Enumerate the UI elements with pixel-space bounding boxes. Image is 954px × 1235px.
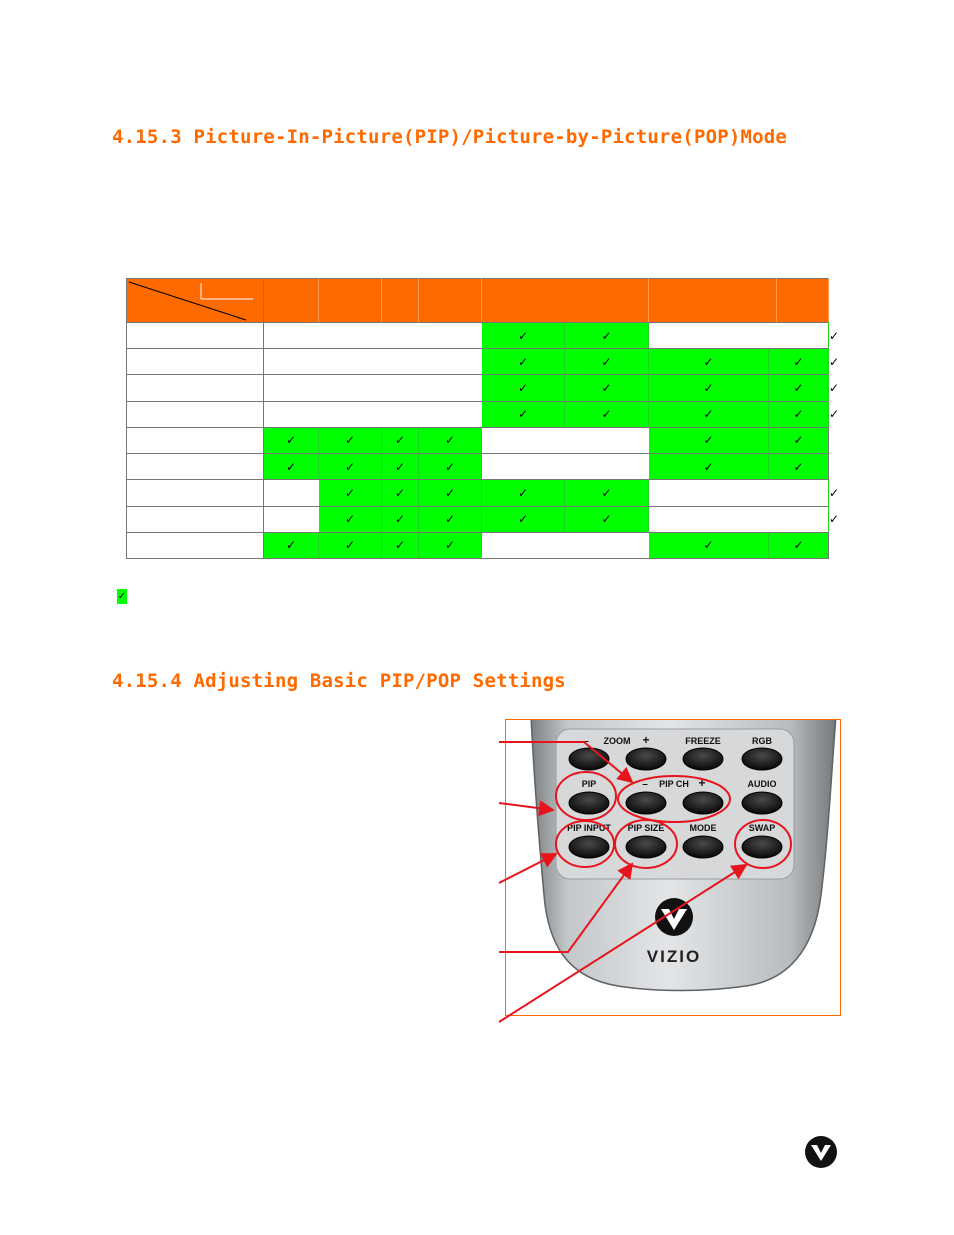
swap-label: SWAP <box>748 823 776 833</box>
check-mark-icon: ✓ <box>517 512 529 527</box>
empty-cell <box>382 323 419 349</box>
check-mark-icon: ✓ <box>601 485 612 500</box>
check-mark-icon: ✓ <box>703 407 714 422</box>
check-cell <box>649 375 769 401</box>
pip-input-label: PIP INPUT <box>567 823 611 833</box>
table-row <box>127 375 829 401</box>
check-cell <box>565 323 649 349</box>
check-cell <box>565 480 649 506</box>
check-mark-icon: ✓ <box>829 354 840 369</box>
empty-cell <box>769 506 829 532</box>
empty-cell <box>382 401 419 427</box>
check-mark-icon: ✓ <box>793 538 804 553</box>
table-row <box>127 506 829 532</box>
table-row <box>127 532 829 558</box>
check-mark-icon: ✓ <box>285 459 297 474</box>
check-mark-icon: ✓ <box>703 538 714 553</box>
table-header-cell <box>482 279 649 323</box>
row-label-cell <box>127 401 264 427</box>
check-cell <box>565 506 649 532</box>
zoom-minus-label: – <box>583 736 589 747</box>
empty-cell <box>319 375 382 401</box>
table-row <box>127 427 829 453</box>
rgb-label: RGB <box>752 736 772 746</box>
row-label-cell <box>127 480 264 506</box>
check-mark-icon: ✓ <box>793 354 804 369</box>
empty-cell <box>482 454 565 480</box>
zoom-plus-label: + <box>642 733 650 747</box>
empty-cell <box>319 323 382 349</box>
check-mark-icon: ✓ <box>601 407 612 422</box>
check-mark-icon: ✓ <box>444 538 456 553</box>
check-cell <box>769 401 829 427</box>
check-mark-icon: ✓ <box>829 381 840 396</box>
check-mark-icon: ✓ <box>344 433 356 448</box>
row-label-cell <box>127 323 264 349</box>
section-heading-pip-pop-mode: 4.15.3 Picture-In-Picture(PIP)/Picture-by-Picture(POP)Mode <box>112 126 788 148</box>
check-mark-icon: ✓ <box>829 512 840 527</box>
check-cell <box>769 349 829 375</box>
check-mark-icon: ✓ <box>829 407 840 422</box>
check-cell <box>565 401 649 427</box>
check-cell <box>319 480 382 506</box>
row-label-cell <box>127 375 264 401</box>
legend-check-swatch: ✓ <box>117 591 127 602</box>
empty-cell <box>565 454 649 480</box>
freeze-label: FREEZE <box>685 736 721 746</box>
check-cell <box>769 427 829 453</box>
table-header-cell <box>382 279 419 323</box>
table-corner-cell <box>127 279 264 323</box>
pip-compatibility-table <box>126 278 840 559</box>
check-mark-icon: ✓ <box>703 381 714 396</box>
check-cell <box>649 532 769 558</box>
check-cell <box>264 427 319 453</box>
vizio-wordmark: VIZIO <box>646 947 702 966</box>
check-mark-icon: ✓ <box>344 459 356 474</box>
pip-size-label: PIP SIZE <box>627 823 665 833</box>
check-cell <box>382 480 419 506</box>
check-mark-icon: ✓ <box>394 433 406 448</box>
empty-cell <box>565 427 649 453</box>
check-cell <box>482 480 565 506</box>
check-mark-icon: ✓ <box>444 512 456 527</box>
table-row <box>127 454 829 480</box>
check-mark-icon: ✓ <box>344 538 356 553</box>
empty-cell <box>264 401 319 427</box>
empty-cell <box>419 349 482 375</box>
check-cell <box>319 506 382 532</box>
row-label-cell <box>127 349 264 375</box>
table-row <box>127 480 829 506</box>
check-mark-icon: ✓ <box>601 512 612 527</box>
audio-label: AUDIO <box>747 779 777 789</box>
empty-cell <box>649 480 769 506</box>
empty-cell <box>264 506 319 532</box>
table-header-cell <box>649 279 777 323</box>
check-cell <box>319 427 382 453</box>
row-label-cell <box>127 532 264 558</box>
pip-ch-minus-button[interactable] <box>626 792 666 814</box>
empty-cell <box>319 401 382 427</box>
vizio-footer-logo <box>805 1136 837 1168</box>
pip-ch-minus-label: – <box>642 779 648 790</box>
rgb-button[interactable] <box>742 748 782 770</box>
empty-cell <box>419 323 482 349</box>
check-cell <box>319 454 382 480</box>
check-cell <box>382 532 419 558</box>
empty-cell <box>649 323 769 349</box>
table-header-cell <box>419 279 482 323</box>
check-mark-icon: ✓ <box>793 433 804 448</box>
check-cell <box>382 454 419 480</box>
zoom-label: ZOOM <box>603 736 631 746</box>
check-mark-icon: ✓ <box>793 381 804 396</box>
zoom-plus-button[interactable] <box>626 748 666 770</box>
check-cell <box>649 401 769 427</box>
check-cell <box>565 349 649 375</box>
empty-cell <box>264 323 319 349</box>
check-mark-icon: ✓ <box>394 512 406 527</box>
check-cell <box>319 532 382 558</box>
check-mark-icon: ✓ <box>517 381 529 396</box>
row-label-cell <box>127 454 264 480</box>
table-row <box>127 401 829 427</box>
check-mark-icon: ✓ <box>793 407 804 422</box>
check-cell <box>264 532 319 558</box>
diagonal-divider <box>127 279 262 322</box>
check-cell <box>769 375 829 401</box>
empty-cell <box>482 427 565 453</box>
zoom-minus-button[interactable] <box>569 748 609 770</box>
check-cell <box>482 375 565 401</box>
empty-cell <box>382 375 419 401</box>
check-mark-icon: ✓ <box>517 485 529 500</box>
swap-button[interactable] <box>742 836 782 858</box>
check-mark-icon: ✓ <box>517 354 529 369</box>
pip-ch-label: PIP CH <box>659 779 689 789</box>
empty-cell <box>382 349 419 375</box>
remote-illustration <box>506 720 841 1016</box>
check-cell <box>482 506 565 532</box>
empty-cell <box>419 401 482 427</box>
remote-control-image <box>505 719 841 1016</box>
table-row <box>127 349 829 375</box>
check-mark-icon: ✓ <box>517 328 529 343</box>
row-label-cell <box>127 427 264 453</box>
check-cell <box>264 454 319 480</box>
check-mark-icon: ✓ <box>601 328 612 343</box>
check-mark-icon: ✓ <box>444 433 456 448</box>
empty-cell <box>649 506 769 532</box>
check-cell <box>482 323 565 349</box>
check-cell <box>382 427 419 453</box>
pip-size-button[interactable] <box>626 836 666 858</box>
table-row <box>127 323 829 349</box>
check-cell <box>419 532 482 558</box>
table-header-cell <box>264 279 319 323</box>
pip-ch-plus-button[interactable] <box>683 792 723 814</box>
check-mark-icon: ✓ <box>394 538 406 553</box>
audio-button[interactable] <box>742 792 782 814</box>
check-cell <box>482 401 565 427</box>
pip-input-button[interactable] <box>569 836 609 858</box>
check-mark-icon: ✓ <box>444 459 456 474</box>
check-cell <box>419 454 482 480</box>
freeze-button[interactable] <box>683 748 723 770</box>
check-mark-icon: ✓ <box>285 433 297 448</box>
check-mark-icon: ✓ <box>444 485 456 500</box>
check-cell <box>649 427 769 453</box>
check-mark-icon: ✓ <box>703 354 714 369</box>
check-mark-icon: ✓ <box>703 433 714 448</box>
empty-cell <box>769 323 829 349</box>
mode-button[interactable] <box>683 836 723 858</box>
empty-cell <box>264 480 319 506</box>
empty-cell <box>769 480 829 506</box>
check-mark-icon: ✓ <box>344 485 356 500</box>
empty-cell <box>482 532 565 558</box>
check-mark-icon: ✓ <box>601 381 612 396</box>
check-cell <box>769 532 829 558</box>
check-cell <box>482 349 565 375</box>
empty-cell <box>565 532 649 558</box>
check-cell <box>382 506 419 532</box>
mode-label: MODE <box>689 823 717 833</box>
check-mark-icon: ✓ <box>601 354 612 369</box>
table-header-cell <box>777 279 829 323</box>
table-header-row <box>127 279 829 323</box>
check-mark-icon: ✓ <box>829 485 840 500</box>
check-mark-icon: ✓ <box>394 485 406 500</box>
check-cell <box>649 349 769 375</box>
check-cell <box>769 454 829 480</box>
section-heading-adjusting-pip-pop: 4.15.4 Adjusting Basic PIP/POP Settings <box>112 670 566 692</box>
pip-button[interactable] <box>569 792 609 814</box>
check-mark-icon: ✓ <box>829 328 840 343</box>
check-mark-icon: ✓ <box>517 407 529 422</box>
check-cell <box>649 454 769 480</box>
check-mark-icon: ✓ <box>285 538 297 553</box>
empty-cell <box>419 375 482 401</box>
empty-cell <box>319 349 382 375</box>
check-cell <box>565 375 649 401</box>
check-cell <box>419 427 482 453</box>
check-mark-icon: ✓ <box>394 459 406 474</box>
row-label-cell <box>127 506 264 532</box>
pip-ch-plus-label: + <box>698 776 706 790</box>
pip-label: PIP <box>581 779 597 789</box>
check-mark-icon: ✓ <box>703 459 714 474</box>
check-mark-icon: ✓ <box>793 459 804 474</box>
check-mark-icon: ✓ <box>344 512 356 527</box>
table-header-cell <box>319 279 382 323</box>
check-cell <box>419 506 482 532</box>
empty-cell <box>264 375 319 401</box>
check-cell <box>419 480 482 506</box>
empty-cell <box>264 349 319 375</box>
